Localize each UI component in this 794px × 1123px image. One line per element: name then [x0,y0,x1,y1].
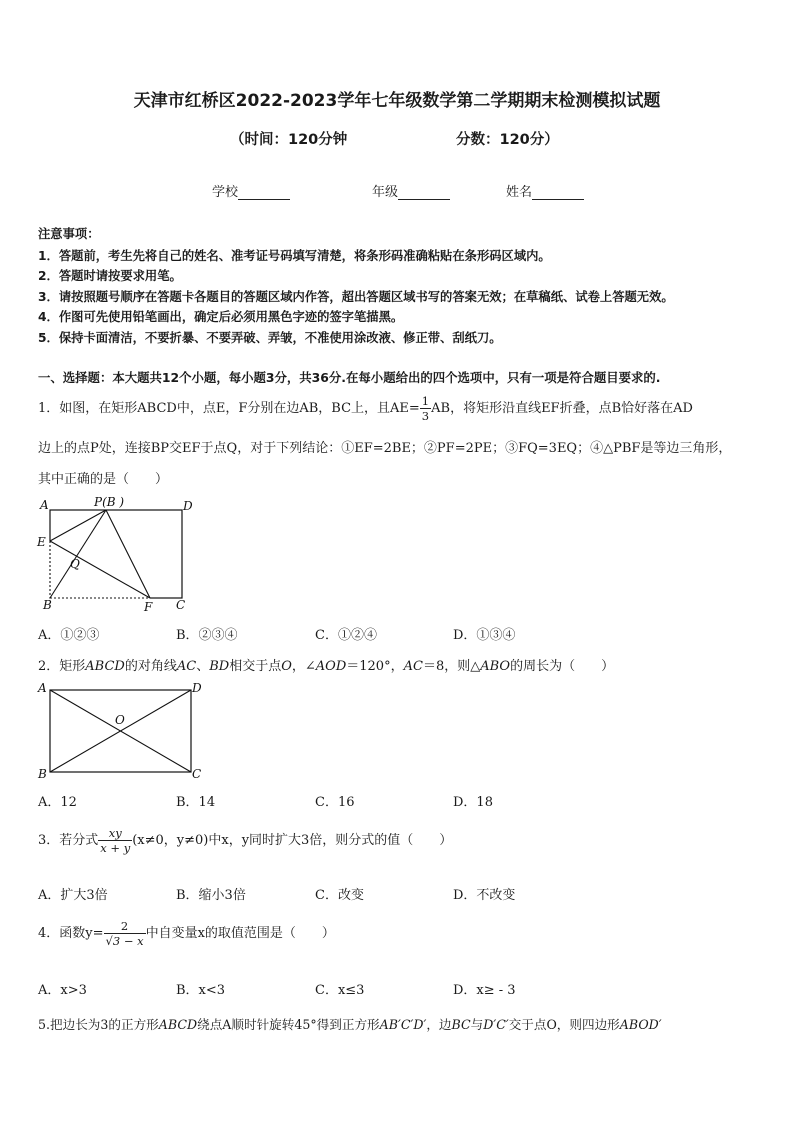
q1-line-pf [106,510,150,598]
q1-line2: 边上的点P处，连接BP交EF于点Q，对于下列结论：①EF=2BE；②PF=2PE；③FQ=3EQ；④△PBF是等边三角形， [38,441,732,456]
q4-frac-num: 2 [104,919,146,934]
q1-line3: 其中正确的是（ ） [38,472,169,487]
q2-stem [38,655,614,674]
q5-text: ，边 [426,1017,452,1032]
q3-option-c[interactable]: C．改变 [315,888,364,903]
exam-time: （时间：120分钟 [230,132,348,148]
q5-var: ABCD [158,1017,198,1032]
q3-frac-den: x + y [100,841,131,855]
q3-text-pre: 3．若分式 [38,833,99,848]
note-item: 3．请按照题号顺序在答题卡各题目的答题区域内作答，超出答题区域书写的答案无效；在草稿纸、试卷上答题无效。 [38,290,674,304]
q3-frac-num: xy [98,826,132,841]
q2-var: BD [209,659,230,674]
q4-frac-den: √3 − x [105,934,144,948]
q5-text: 与 [470,1017,484,1032]
q3-option-a[interactable]: A．扩大3倍 [38,888,108,903]
q2-var: AC [176,659,197,674]
q5-var: D′C′ [483,1017,509,1032]
page-title: 天津市红桥区2022-2023学年七年级数学第二学期期末检测模拟试题 [133,91,661,111]
q2-text: ＝120°， [346,659,404,674]
q4-fraction [104,919,146,948]
q4-option-a[interactable]: A．x>3 [38,983,87,998]
q2-option-d[interactable]: D．18 [453,795,493,810]
q2-text: ＝8，则△ [422,659,481,674]
q4-text-post: 中自变量x的取值范围是（ ） [145,926,335,941]
q5-var: BC [451,1017,471,1032]
q1-frac-den: 3 [421,409,430,423]
note-item: 5．保持卡面清洁，不要折暴、不要弄破、弄皱，不准使用涂改液、修正带、刮纸刀。 [38,331,502,345]
q1-option-c[interactable]: C．①②④ [315,628,377,643]
q1-frac-num: 1 [421,394,430,408]
q1-label-e: E [37,535,46,549]
note-item: 4．作图可先使用铅笔画出，确定后必须用黑色字迹的签字笔描黑。 [38,310,404,324]
q1-line-ef [50,541,150,598]
notes-heading: 注意事项： [38,227,100,241]
q5-var: AB′C′D′ [379,1017,427,1032]
q1-label-d: D [183,499,193,513]
q5-text: 绕点A顺时针旋转45°得到正方形 [197,1017,380,1032]
q4-stem [38,919,335,948]
q2-text: 的周长为（ ） [510,659,615,674]
q1-option-a[interactable]: A．①②③ [38,628,100,643]
name-field [506,181,584,200]
q5-var: ABOD′ [619,1017,662,1032]
q4-option-b[interactable]: B．x<3 [176,983,226,998]
q4-option-c[interactable]: C．x≤3 [315,983,365,998]
name-label: 姓名 [506,185,533,200]
q1-option-d[interactable]: D．①③④ [453,628,516,643]
q1-figure [34,496,204,616]
q1-line-pb [50,510,106,598]
q2-label-o: O [115,713,125,727]
q2-var: AOD [315,659,347,674]
exam-score: 分数：120分） [456,132,559,148]
q1-fraction [420,394,431,423]
q2-var: ABCD [85,659,125,674]
q4-option-d[interactable]: D．x≥ - 3 [453,983,516,998]
q2-label-b: B [38,767,47,781]
q2-figure [34,678,214,784]
q1-text-a: 1．如图，在矩形ABCD中，点E，F分别在边AB，BC上，且AE= [38,401,420,416]
note-item: 2．答题时请按要求用笔。 [38,269,182,283]
q2-var: O [281,659,292,674]
grade-blank [398,185,450,200]
q1-rectangle [50,510,182,598]
grade-field [372,181,450,200]
grade-label: 年级 [372,185,399,200]
q2-text: 、 [196,659,210,674]
q3-stem [38,826,452,855]
q3-text-post: (x≠0，y≠0)中x，y同时扩大3倍，则分式的值（ ） [132,833,453,848]
q5-text: 5.把边长为3的正方形 [38,1017,159,1032]
note-item: 1．答题前，考生先将自己的姓名、准考证号码填写清楚，将条形码准确粘贴在条形码区域内。 [38,249,551,263]
q1-label-q: Q [70,557,80,571]
q2-option-b[interactable]: B．14 [176,795,216,810]
q1-label-p: P(B ) [94,496,125,509]
q1-label-f: F [144,600,153,614]
q1-label-c: C [176,598,186,612]
q2-text: ，∠ [291,659,316,674]
q2-option-c[interactable]: C．16 [315,795,355,810]
q1-line-ep [50,510,106,541]
q2-label-c: C [192,767,202,781]
q3-option-b[interactable]: B．缩小3倍 [176,888,246,903]
school-blank [238,185,290,200]
q2-label-a: A [38,681,47,695]
q5-stem [38,1014,662,1033]
q2-label-d: D [192,681,202,695]
q2-text: 相交于点 [229,659,282,674]
q4-text-pre: 4．函数y= [38,926,104,941]
school-label: 学校 [212,185,239,200]
section-heading: 一、选择题：本大题共12个小题，每小题3分，共36分.在每小题给出的四个选项中，只有一项是符合题目要求的. [38,370,661,385]
q1-label-a: A [40,498,49,512]
q3-fraction [98,826,132,855]
q1-label-b: B [43,598,52,612]
q1-text-b: AB，将矩形沿直线EF折叠，点B恰好落在AD [431,401,693,416]
q3-option-d[interactable]: D．不改变 [453,888,516,903]
school-field [212,181,290,200]
q1-option-b[interactable]: B．②③④ [176,628,238,643]
q2-text: 的对角线 [124,659,177,674]
q1-line1 [38,394,693,423]
q2-option-a[interactable]: A．12 [38,795,77,810]
q2-var: AC [403,659,423,674]
q2-text: 2．矩形 [38,659,86,674]
q2-var: ABO [480,659,511,674]
q5-text: 交于点O，则四边形 [508,1017,620,1032]
name-blank [532,185,584,200]
